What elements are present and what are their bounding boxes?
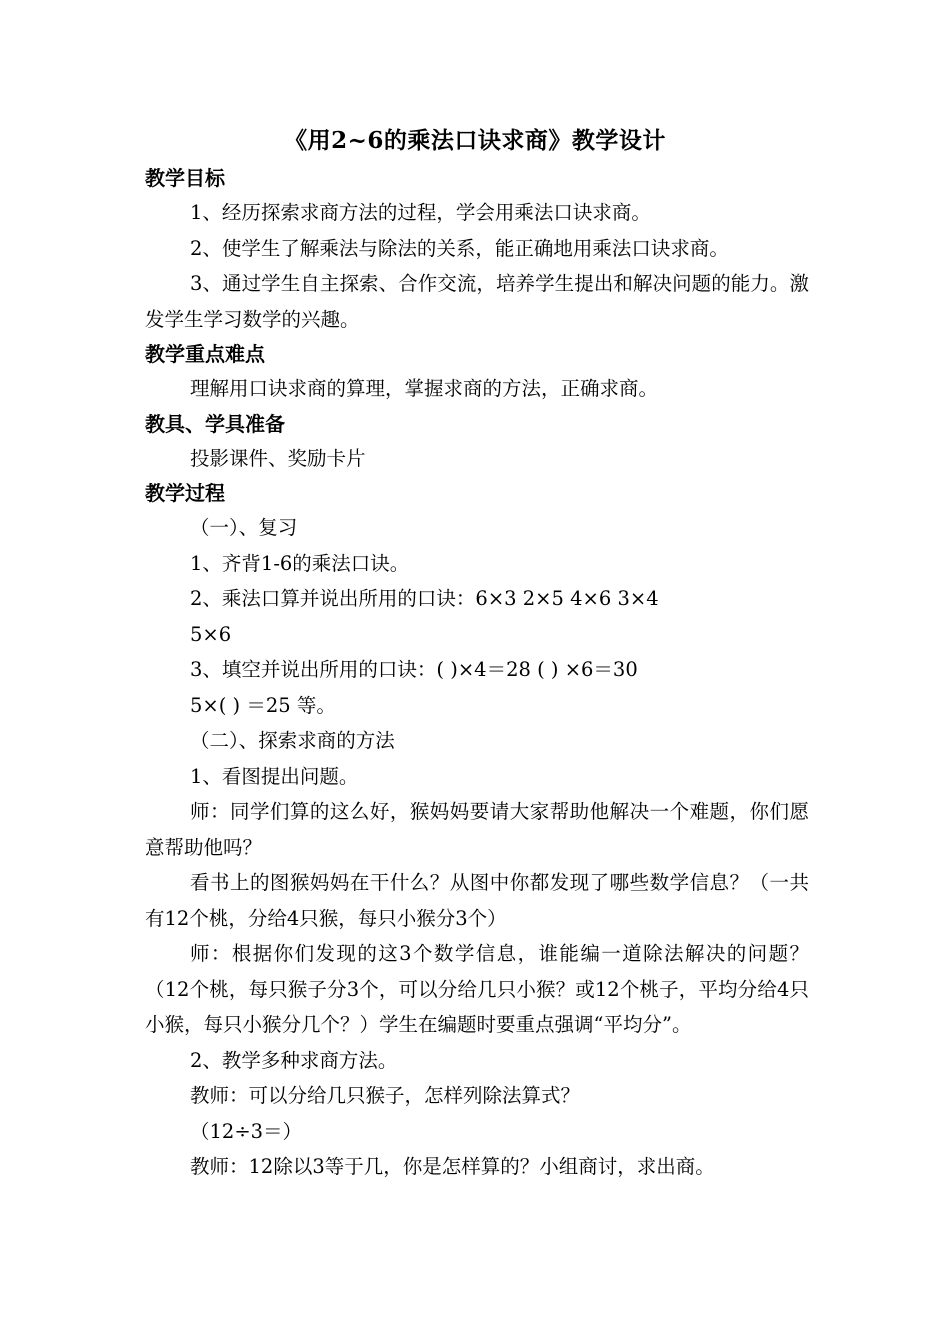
process-line: 5×6 bbox=[190, 622, 232, 646]
process-line: （二）、探索求商的方法 bbox=[190, 729, 395, 752]
document-body bbox=[145, 161, 809, 1185]
process-line: 师：同学们算的这么好，猴妈妈要请大家帮助他解决一个难题，你们愿意帮助他吗？ bbox=[145, 800, 809, 859]
goal-item-3: 3、通过学生自主探索、合作交流，培养学生提出和解决问题的能力。激发学生学习数学的兴趣。 bbox=[145, 272, 809, 331]
goal-item-1: 1、经历探索求商方法的过程，学会用乘法口诀求商。 bbox=[190, 201, 651, 224]
process-line: 教师：12除以3等于几，你是怎样算的？小组商讨，求出商。 bbox=[190, 1155, 715, 1178]
page-title: 《用2~6的乘法口诀求商》教学设计 bbox=[284, 127, 666, 154]
process-line: 2、乘法口算并说出所用的口诀：6×3 2×5 4×6 3×4 bbox=[190, 587, 659, 610]
key-points-text: 理解用口诀求商的算理，掌握求商的方法，正确求商。 bbox=[190, 377, 659, 400]
heading-goals: 教学目标 bbox=[145, 166, 225, 190]
heading-key-points: 教学重点难点 bbox=[145, 342, 265, 366]
heading-tools: 教具、学具准备 bbox=[145, 411, 285, 436]
process-line: 3、填空并说出所用的口诀：( )×4＝28 ( ) ×6＝30 bbox=[190, 658, 638, 681]
goal-item-2: 2、使学生了解乘法与除法的关系，能正确地用乘法口诀求商。 bbox=[190, 236, 729, 260]
process-line: （一）、复习 bbox=[190, 516, 298, 539]
process-line: （12÷3＝） bbox=[190, 1119, 303, 1143]
process-line: 看书上的图猴妈妈在干什么？从图中你都发现了哪些数学信息？（一共有12个桃，分给4只猴，每只小猴分3个） bbox=[145, 871, 809, 930]
tools-text: 投影课件、奖励卡片 bbox=[190, 446, 366, 470]
process-line: 师：根据你们发现的这3个数学信息，谁能编一道除法解决的问题？（12个桃，每只猴子分3个，可以分给几只小猴？或12个桃子，平均分给4只小猴，每只小猴分几个？）学生在编题时要重点强调“平均分”。 bbox=[145, 942, 809, 1036]
process-line: 教师：可以分给几只猴子，怎样列除法算式？ bbox=[190, 1084, 581, 1107]
process-line: 5×( ) ＝25 等。 bbox=[190, 693, 336, 717]
process-line: 1、看图提出问题。 bbox=[190, 764, 359, 788]
process-line: 1、齐背1-6的乘法口诀。 bbox=[190, 551, 410, 575]
process-line: 2、教学多种求商方法。 bbox=[190, 1048, 398, 1072]
heading-process: 教学过程 bbox=[145, 481, 225, 505]
